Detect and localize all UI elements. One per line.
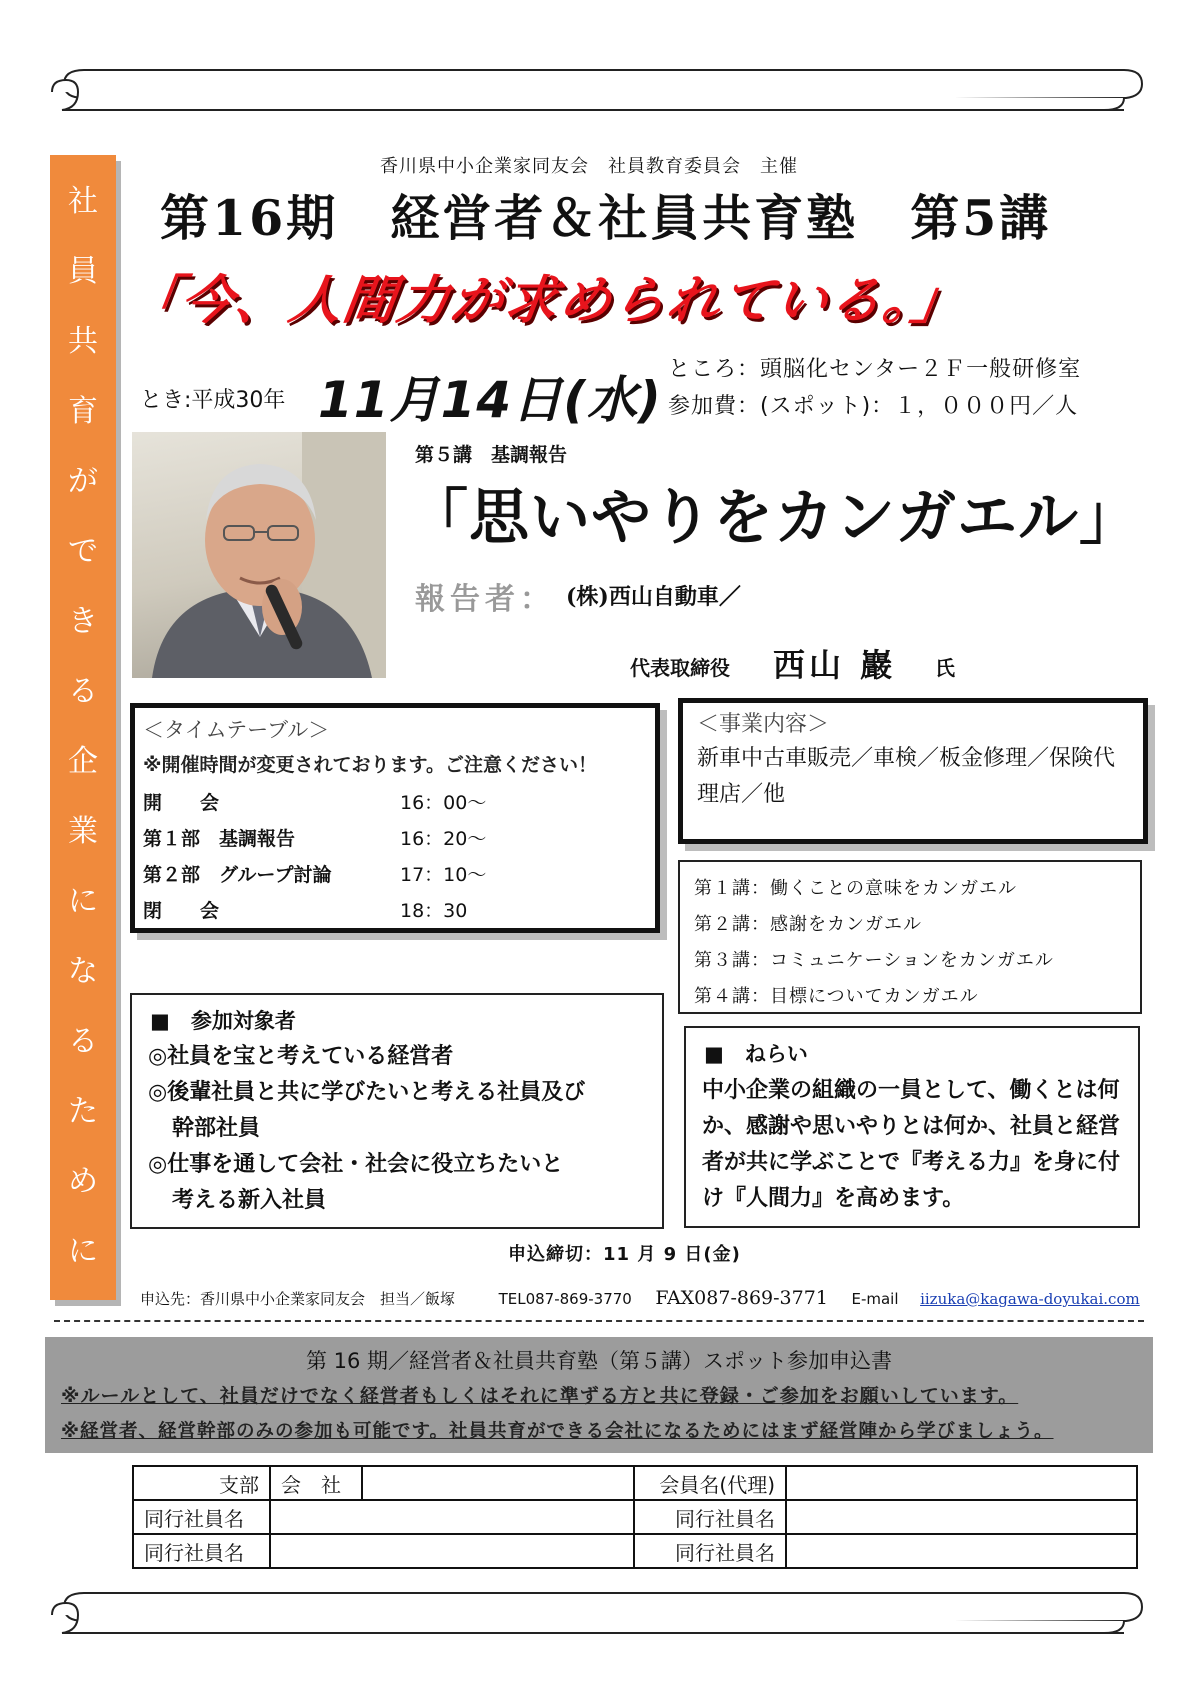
timetable-row-label: 第１部 基調報告 — [143, 828, 296, 850]
business-box — [678, 698, 1148, 844]
timetable-row-time: 18：30 — [400, 900, 468, 922]
banner-char: き — [68, 604, 98, 639]
timetable-box — [130, 703, 660, 933]
contact-email-link[interactable]: iizuka@kagawa-doyukai.com — [920, 1290, 1140, 1308]
session-kicker: 第５講 基調報告 — [415, 444, 568, 466]
banner-char: が — [68, 464, 98, 499]
contact-email-label: E-mail — [851, 1290, 899, 1308]
page-title: 第16期 経営者＆社員共育塾 第5講 — [160, 189, 1052, 247]
reporter-company: (株)西山自動車／ — [566, 584, 741, 610]
application-form — [132, 1465, 1138, 1569]
venue: ところ：頭脳化センター２Ｆ一般研修室 — [668, 357, 1082, 382]
audience-item: 幹部社員 — [172, 1115, 261, 1141]
banner-char: め — [68, 1164, 98, 1199]
application-deadline: 申込締切：11 月 9 日(金) — [508, 1244, 741, 1265]
timetable-row-label: 第２部 グループ討論 — [143, 864, 332, 886]
banner-char: 企 — [68, 744, 98, 779]
banner-char: で — [68, 534, 98, 569]
member-label: 会員名(代理) — [634, 1466, 786, 1500]
application-note: ※ルールとして、社員だけでなく経営者もしくはそれに準ずる方と共に登録・ご参加をお願いしています。 — [61, 1385, 1019, 1407]
staff-label: 同行社員名 — [634, 1534, 786, 1568]
aim-heading: ■ ねらい — [704, 1042, 808, 1066]
staff-label: 同行社員名 — [634, 1500, 786, 1534]
banner-char: 員 — [68, 254, 98, 289]
branch-label: 支部 — [133, 1466, 270, 1500]
application-note: ※経営者、経営幹部のみの参加も可能です。社員共育ができる会社になるためにはまず経営陣から学びましょう。 — [61, 1421, 1054, 1442]
audience-item: ◎社員を宝と考えている経営者 — [148, 1043, 454, 1069]
reporter-honorific: 氏 — [935, 656, 955, 680]
audience-item: ◎仕事を通して会社・社会に役立ちたいと — [148, 1151, 564, 1177]
banner-char: に — [68, 884, 98, 919]
banner-char: 社 — [68, 184, 98, 219]
timetable-row-time: 16：00～ — [400, 792, 487, 814]
banner-char: な — [68, 954, 98, 989]
banner-char: に — [68, 1234, 98, 1269]
vertical-slogan-banner — [50, 155, 116, 1300]
staff-label: 同行社員名 — [133, 1500, 270, 1534]
staff-input-cell[interactable] — [786, 1500, 1137, 1534]
lecture-item: 第２講：感謝をカンガエル — [694, 914, 922, 935]
lecture-item: 第１講：働くことの意味をカンガエル — [694, 878, 1017, 899]
reporter-label: 報告者： — [415, 582, 555, 617]
scroll-banner-top — [44, 62, 1149, 122]
company-label: 会 社 — [270, 1466, 362, 1500]
reporter-role: 代表取締役 — [630, 656, 730, 680]
audience-item: ◎後輩社員と共に学びたいと考える社員及び — [148, 1079, 586, 1105]
application-band — [45, 1337, 1153, 1453]
timetable-row-label: 閉 会 — [143, 900, 220, 922]
scroll-banner-bottom — [44, 1585, 1149, 1645]
audience-box — [130, 993, 664, 1229]
reporter-name: 西山 巖 — [773, 646, 897, 684]
organizer-line: 香川県中小企業家同友会 社員教育委員会 主催 — [380, 156, 798, 177]
contact-line — [140, 1287, 1140, 1309]
lecture-item: 第４講：目標についてカンガエル — [694, 986, 979, 1007]
session-topic: 「思いやりをカンガエル」 — [408, 483, 1140, 553]
cut-line — [54, 1320, 1144, 1322]
contact-tel: TEL087-869-3770 — [498, 1290, 632, 1308]
speaker-photo — [132, 432, 386, 678]
staff-label: 同行社員名 — [133, 1534, 270, 1568]
business-heading: ＜事業内容＞ — [697, 712, 830, 737]
staff-input-cell[interactable] — [270, 1500, 634, 1534]
timetable-heading: ＜タイムテーブル＞ — [143, 718, 330, 742]
banner-char: る — [68, 674, 98, 709]
aim-box — [684, 1026, 1140, 1228]
staff-input-cell[interactable] — [786, 1534, 1137, 1568]
speaker-portrait-illustration — [132, 432, 386, 678]
company-input-cell[interactable] — [362, 1466, 634, 1500]
contact-to: 申込先：香川県中小企業家同友会 担当／飯塚 — [140, 1290, 456, 1308]
business-body: 新車中古車販売／車検／板金修理／保険代理店／他 — [697, 746, 1116, 807]
lecture-list-box — [678, 860, 1142, 1014]
banner-char: た — [68, 1094, 98, 1129]
staff-input-cell[interactable] — [270, 1534, 634, 1568]
timetable-row-time: 16：20～ — [400, 828, 487, 850]
event-date: 11月14日(水) — [318, 371, 662, 429]
audience-heading: ■ 参加対象者 — [150, 1009, 296, 1033]
date-label: とき:平成30年 — [140, 388, 286, 413]
lecture-item: 第３講：コミュニケーションをカンガエル — [694, 950, 1054, 971]
banner-char: る — [68, 1024, 98, 1059]
timetable-note: ※開催時間が変更されております。ご注意ください！ — [143, 754, 597, 776]
audience-item: 考える新入社員 — [172, 1187, 327, 1213]
banner-char: 共 — [68, 324, 98, 359]
timetable-row-time: 17：10～ — [400, 864, 487, 886]
banner-char: 業 — [68, 814, 98, 849]
banner-char: 育 — [68, 394, 98, 429]
fee: 参加費：(スポット)：１，０００円／人 — [668, 394, 1079, 419]
application-title: 第 16 期／経営者＆社員共育塾（第５講）スポット参加申込書 — [305, 1349, 893, 1373]
member-input-cell[interactable] — [786, 1466, 1137, 1500]
slogan: 「今、人間力が求められている。」 — [123, 271, 970, 331]
contact-fax: FAX087-869-3771 — [655, 1287, 828, 1309]
timetable-row-label: 開 会 — [143, 792, 220, 814]
aim-body: 中小企業の組織の一員として、働くとは何か、感謝や思いやりとは何か、社員と経営者が共に学ぶことで『考える力』を身に付け『人間力』を高めます。 — [702, 1077, 1121, 1211]
